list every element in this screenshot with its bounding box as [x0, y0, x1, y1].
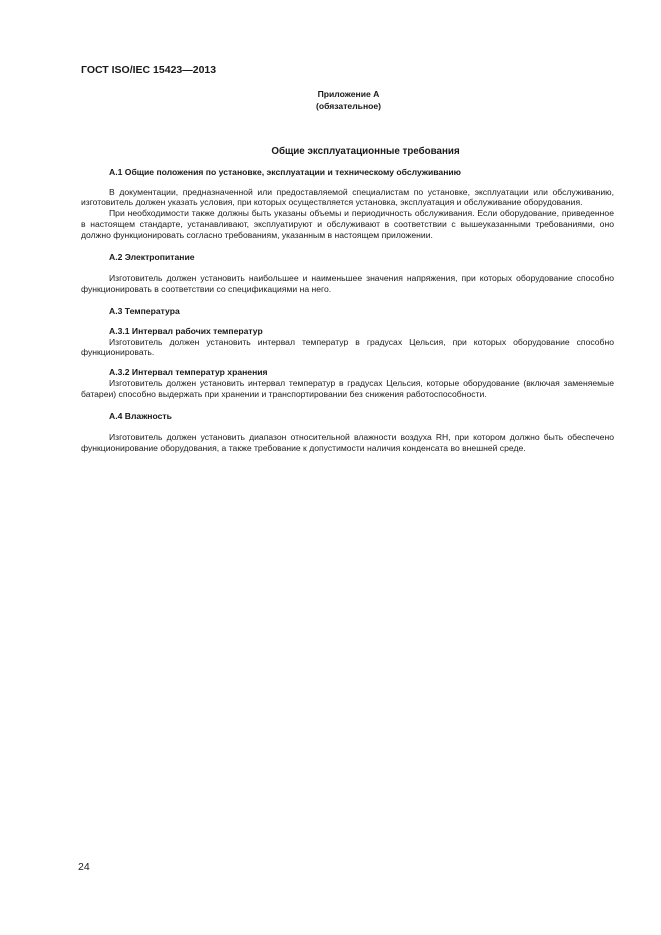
- section-a32-heading: А.3.2 Интервал температур хранения: [109, 367, 268, 378]
- section-a31-paragraph: Изготовитель должен установить интервал температур в градусах Цельсия, при которых оборудование способно функционировать.: [81, 336, 614, 358]
- appendix-title: Приложение А: [317, 89, 380, 99]
- main-title: Общие эксплуатационные требования: [271, 146, 460, 157]
- appendix-status: (обязательное): [315, 101, 382, 111]
- section-a3-heading: А.3 Температура: [109, 305, 180, 316]
- section-a2-paragraph: Изготовитель должен установить наибольшее и наименьшее значения напряжения, при которых оборудование способно функционировать в соответствии со спецификациями на него.: [81, 273, 614, 295]
- document-header: ГОСТ ISO/IEC 15423—2013: [81, 64, 217, 76]
- section-a32-paragraph: Изготовитель должен установить интервал температур в градусах Цельсия, которые оборудование (включая заменяемые батареи) способно выдержать при хранении и транспортировании без снижения работоспособности.: [81, 377, 614, 399]
- page-number: 24: [78, 861, 90, 873]
- section-a1-paragraph-1: В документации, предназначенной или предоставляемой специалистам по установке, эксплуатации или обслуживанию, изготовитель должен указать условия, при которых осуществляется установка, эксплуатация и обслуживание оборудования.: [81, 186, 614, 208]
- section-a2-heading: А.2 Электропитание: [109, 251, 195, 262]
- appendix-heading: [0, 88, 661, 112]
- section-a1-heading: А.1 Общие положения по установке, эксплуатации и техническому обслуживанию: [109, 166, 462, 177]
- section-a1-paragraph-2: При необходимости также должны быть указаны объемы и периодичность обслуживания. Если оборудование, приведенное в настоящем стандарте, устанавливают, эксплуатируют и обслуживают в соответствии с вышеуказанными требованиями, оно должно функционировать согласно требованиям, указанным в настоящем приложении.: [81, 208, 614, 240]
- section-a4-paragraph: Изготовитель должен установить диапазон относительной влажности воздуха RH, при котором должно быть обеспечено функционирование оборудования, а также требование к допустимости наличия конденсата во внешней среде.: [81, 432, 614, 454]
- section-a4-heading: А.4 Влажность: [109, 410, 172, 421]
- section-a31-heading: А.3.1 Интервал рабочих температур: [109, 325, 263, 336]
- document-body: [81, 147, 614, 454]
